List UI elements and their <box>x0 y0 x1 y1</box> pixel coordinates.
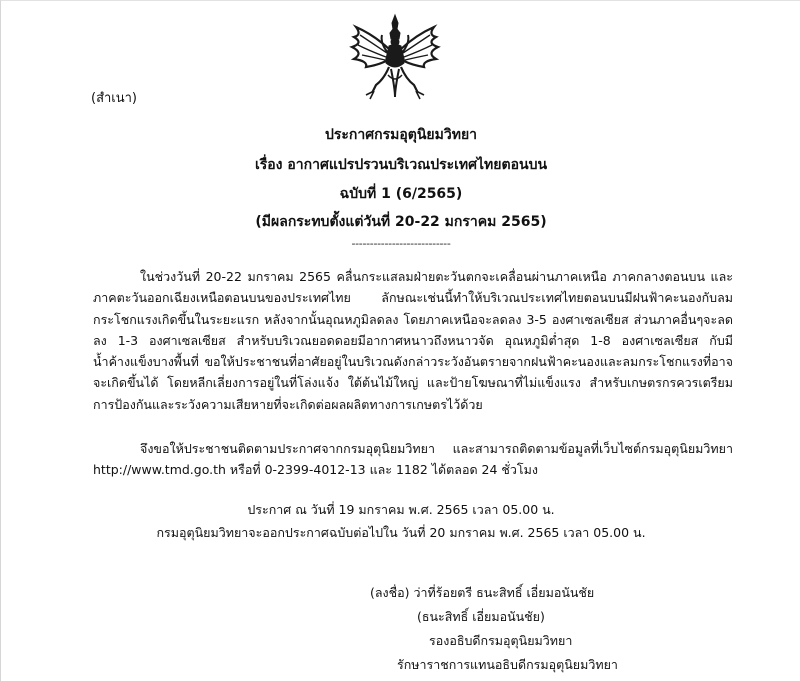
signature-position: รองอธิบดีกรมอุตุนิยมวิทยา <box>429 633 573 648</box>
announced-date: ประกาศ ณ วันที่ 19 มกราคม พ.ศ. 2565 เวลา 05.00 น. <box>247 502 555 517</box>
announcement-effective-date: (มีผลกระทบตั้งแต่วันที่ 20-22 มกราคม 2565) <box>255 214 547 230</box>
garuda-emblem-icon <box>344 13 446 103</box>
divider-line: --------------------------- <box>351 237 451 250</box>
announcement-title: ประกาศกรมอุตุนิยมวิทยา <box>324 127 478 143</box>
signature-name: (ธนะสิทธิ์ เอี่ยมอนันชัย) <box>417 609 545 624</box>
body-paragraph-contact: จึงขอให้ประชาชนติดตามประกาศจากกรมอุตุนิยมวิทยา และสามารถติดตามข้อมูลที่เว็บไซต์กรมอุตุนิยมวิทยา http://www.tmd.go.th หรือที่ 0-2399-4012-13 และ 1182 ได้ตลอด 24 ชั่วโมง <box>93 441 733 478</box>
next-issue-notice: กรมอุตุนิยมวิทยาจะออกประกาศฉบับต่อไปใน วันที่ 20 มกราคม พ.ศ. 2565 เวลา 05.00 น. <box>156 525 646 540</box>
announcement-issue: ฉบับที่ 1 (6/2565) <box>339 186 463 202</box>
copy-mark: (สำเนา) <box>91 91 138 106</box>
announcement-subject: เรื่อง อากาศแปรปรวนบริเวณประเทศไทยตอนบน <box>254 157 548 173</box>
signature-signed: (ลงชื่อ) ว่าที่ร้อยตรี ธนะสิทธิ์ เอี่ยมอนันชัย <box>370 585 595 600</box>
body-paragraph-forecast: ในช่วงวันที่ 20-22 มกราคม 2565 คลื่นกระแสลมฝ่ายตะวันตกจะเคลื่อนผ่านภาคเหนือ ภาคกลางตอนบน และภาคตะวันออกเฉียงเหนือตอนบนของประเทศไทย ลักษณะเช่นนี้ทำให้บริเวณประเทศไทยตอนบนมีฝนฟ้าคะนองกับลมกระโชกแรงเกิดขึ้นในระยะแรก หลังจากนั้นอุณหภูมิลดลง โดยภาคเหนือจะลดลง 3-5 องศาเซลเซียส ส่วนภาคอื่นๆจะลดลง 1-3 องศาเซลเซียส สำหรับบริเวณยอดดอยมีอากาศหนาวถึงหนาวจัด อุณหภูมิต่ำสุด 1-8 องศาเซลเซียส กับมีน้ำค้างแข็งบางพื้นที่ ขอให้ประชาชนที่อาศัยอยู่ในบริเวณดังกล่าวระวังอันตรายจากฝนฟ้าคะนองและลมกระโชกแรงที่อาจจะเกิดขึ้นได้ โดยหลีกเลี่ยงการอยู่ในที่โล่งแจ้ง ใต้ต้นไม้ใหญ่ และป้ายโฆษณาที่ไม่แข็งแรง สำหรับเกษตรกรควรเตรียมการป้องกันและระวังความเสียหายที่จะเกิดต่อผลผลิตทางการเกษตรไว้ด้วย <box>93 269 733 412</box>
signature-acting: รักษาราชการแทนอธิบดีกรมอุตุนิยมวิทยา <box>397 657 618 672</box>
